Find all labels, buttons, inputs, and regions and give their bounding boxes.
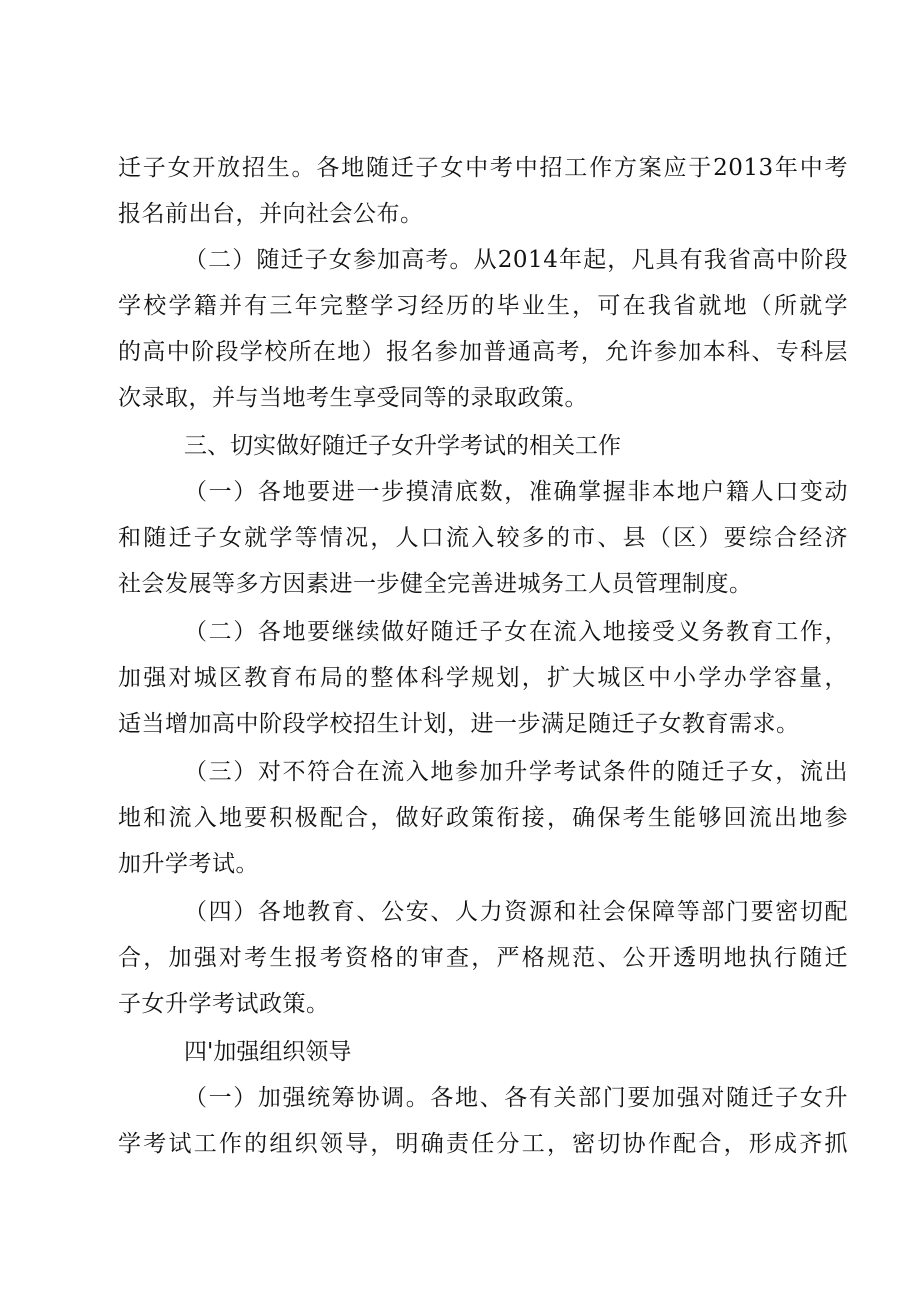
text-line: 学校学籍并有三年完整学习经历的毕业生，可在我省就地（所就学: [118, 293, 848, 319]
text-line: （四）各地教育、公安、人力资源和社会保障等部门要密切配: [184, 899, 848, 925]
text-line: 适当增加高中阶段学校招生计划，进一步满足随迁子女教育需求。: [118, 711, 800, 737]
text-line: 报名前出台，并向社会公布。: [118, 201, 424, 227]
text-line: 学考试工作的组织领导，明确责任分工，密切协作配合，形成齐抓: [118, 1131, 848, 1157]
text-line: （一）加强统筹协调。各地、各有关部门要加强对随迁子女升: [184, 1085, 848, 1111]
text-line: （二）随迁子女参加高考。从2014年起，凡具有我省高中阶段: [184, 247, 848, 273]
text-line: 合，加强对考生报考资格的审查，严格规范、公开透明地执行随迁: [118, 945, 848, 971]
text-line: 子女升学考试政策。: [118, 991, 330, 1017]
text-line: 地和流入地要积极配合，做好政策衔接，确保考生能够回流出地参: [118, 805, 848, 831]
text-line: 加升学考试。: [118, 851, 259, 877]
text-line: （三）对不符合在流入地参加升学考试条件的随迁子女，流出: [184, 759, 848, 785]
text-line: 加强对城区教育布局的整体科学规划，扩大城区中小学办学容量，: [118, 665, 848, 691]
section-heading: 三、切实做好随迁子女升学考试的相关工作: [184, 433, 621, 459]
text-line: 迁子女开放招生。各地随迁子女中考中招工作方案应于2013年中考: [118, 155, 848, 181]
text-line: 的高中阶段学校所在地）报名参加普通高考，允许参加本科、专科层: [118, 339, 848, 365]
text-line: 和随迁子女就学等情况，人口流入较多的市、县（区）要综合经济: [118, 525, 848, 551]
text-line: 次录取，并与当地考生享受同等的录取政策。: [118, 385, 588, 411]
text-line: （一）各地要进一步摸清底数，准确掌握非本地户籍人口变动: [184, 479, 848, 505]
text-line: 社会发展等多方因素进一步健全完善进城务工人员管理制度。: [118, 571, 753, 597]
text-line: （二）各地要继续做好随迁子女在流入地接受义务教育工作，: [184, 619, 848, 645]
section-heading: 四'加强组织领导: [184, 1039, 352, 1065]
